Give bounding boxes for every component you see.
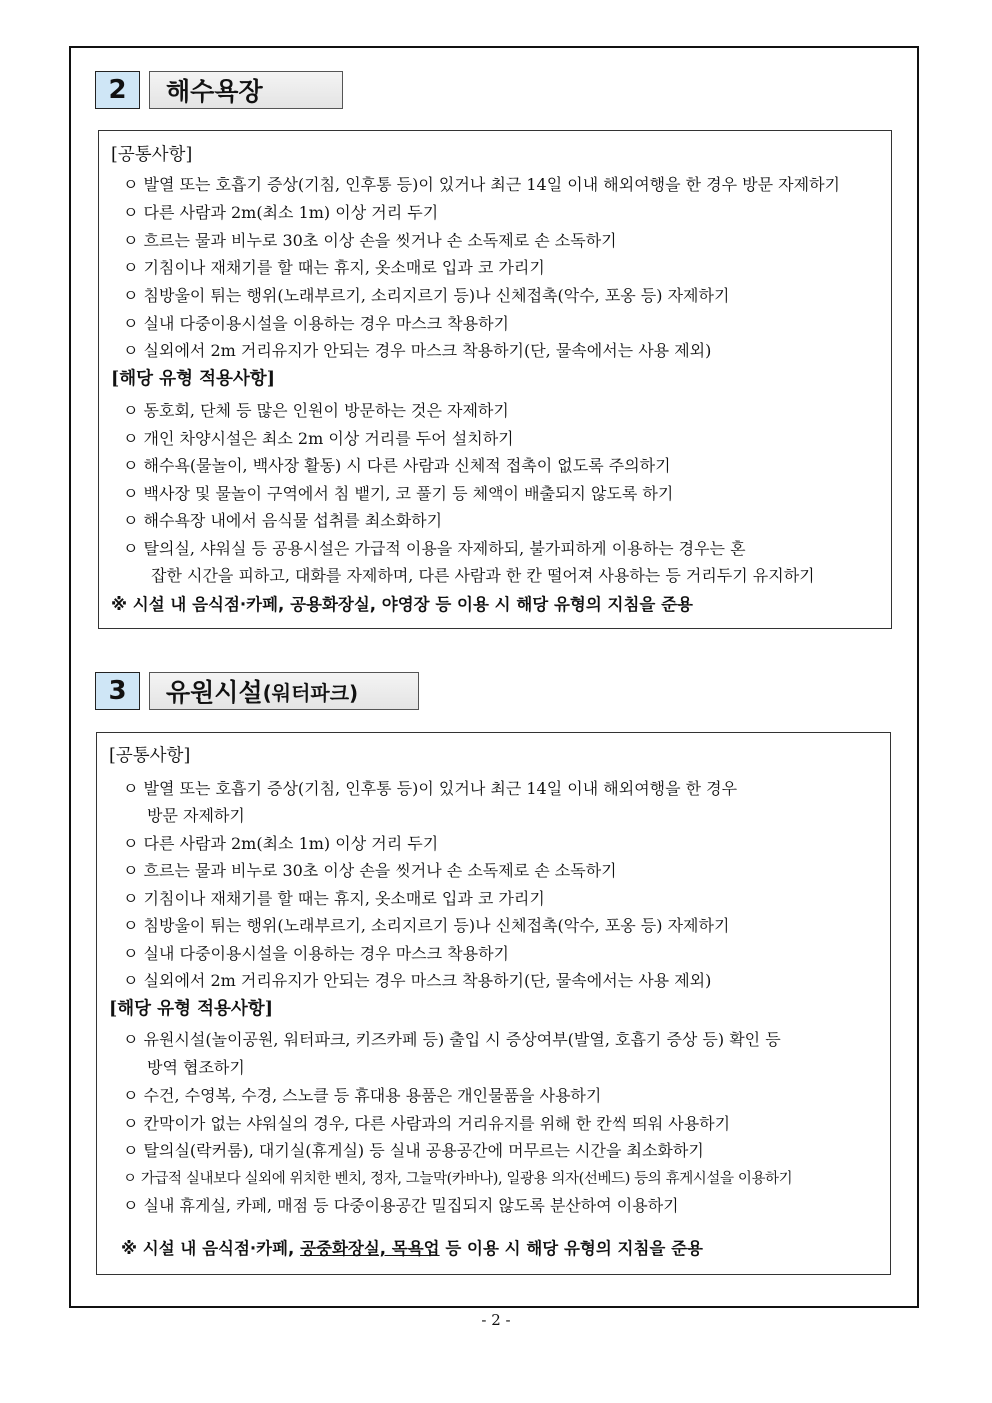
section-2-header (95, 71, 343, 113)
section-3-common-header: [공통사항] (109, 746, 191, 766)
list-item: ㅇ 칸막이가 없는 샤워실의 경우, 다른 사람과의 거리유지를 위해 한 칸씩 띄워 사용하기 (123, 1114, 731, 1133)
list-item: ㅇ 발열 또는 호흡기 증상(기침, 인후통 등)이 있거나 최근 14일 이내 해외여행을 한 경우 (123, 779, 738, 798)
list-item: ㅇ 침방울이 튀는 행위(노래부르기, 소리지르기 등)나 신체접촉(악수, 포옹 등) 자제하기 (123, 286, 730, 305)
list-item-continuation: 잡한 시간을 피하고, 대화를 자제하며, 다른 사람과 한 칸 떨어져 사용하는 등 거리두기 유지하기 (151, 566, 815, 585)
list-item: ㅇ 기침이나 재채기를 할 때는 휴지, 옷소매로 입과 코 가리기 (123, 258, 545, 277)
list-item: ㅇ 실외에서 2m 거리유지가 안되는 경우 마스크 착용하기(단, 물속에서는 사용 제외) (123, 341, 712, 360)
list-item: ㅇ 실내 다중이용시설을 이용하는 경우 마스크 착용하기 (123, 314, 510, 333)
list-item: ㅇ 탈의실(락커룸), 대기실(휴게실) 등 실내 공용공간에 머무르는 시간을 최소화하기 (123, 1141, 704, 1160)
section-2-specific-header: [해당 유형 적용사항] (111, 369, 275, 389)
list-item: ㅇ 실내 휴게실, 카페, 매점 등 다중이용공간 밀집되지 않도록 분산하여 이용하기 (123, 1196, 679, 1215)
list-item: ㅇ 다른 사람과 2m(최소 1m) 이상 거리 두기 (123, 203, 439, 222)
section-3-note-suffix: 등 이용 시 해당 유형의 지침을 준용 (439, 1239, 703, 1258)
list-item: ㅇ 해수욕장 내에서 음식물 섭취를 최소화하기 (123, 511, 443, 530)
section-3-number: 3 (95, 672, 140, 710)
section-3-note-underlined: 공중화장실, 목욕업 (300, 1239, 440, 1258)
list-item-continuation: 방문 자제하기 (147, 806, 245, 825)
list-item: ㅇ 실외에서 2m 거리유지가 안되는 경우 마스크 착용하기(단, 물속에서는 사용 제외) (123, 971, 712, 990)
section-3-box (96, 732, 891, 1275)
list-item: ㅇ 다른 사람과 2m(최소 1m) 이상 거리 두기 (123, 834, 439, 853)
list-item: ㅇ 수건, 수영복, 수경, 스노클 등 휴대용 용품은 개인물품을 사용하기 (123, 1086, 602, 1105)
section-2-note: ※ 시설 내 음식점·카페, 공용화장실, 야영장 등 이용 시 해당 유형의 지침을 준용 (111, 595, 693, 614)
list-item: ㅇ 가급적 실내보다 실외에 위치한 벤치, 정자, 그늘막(카바나), 일광용 의자(선베드) 등의 휴게시설을 이용하기 (123, 1171, 793, 1187)
list-item: ㅇ 실내 다중이용시설을 이용하는 경우 마스크 착용하기 (123, 944, 510, 963)
section-2-box (98, 130, 892, 629)
section-2-number: 2 (95, 71, 140, 109)
section-3-specific-header: [해당 유형 적용사항] (109, 999, 273, 1019)
list-item: ㅇ 탈의실, 샤워실 등 공용시설은 가급적 이용을 자제하되, 불가피하게 이용하는 경우는 혼 (123, 539, 746, 558)
section-3-title-main: 유원시설 (166, 678, 263, 707)
section-3-header (95, 672, 419, 714)
section-3-note-prefix: ※ 시설 내 음식점·카페, (121, 1239, 301, 1258)
list-item: ㅇ 침방울이 튀는 행위(노래부르기, 소리지르기 등)나 신체접촉(악수, 포옹 등) 자제하기 (123, 916, 730, 935)
list-item: ㅇ 동호회, 단체 등 많은 인원이 방문하는 것은 자제하기 (123, 401, 509, 420)
list-item: ㅇ 백사장 및 물놀이 구역에서 침 뱉기, 코 풀기 등 체액이 배출되지 않도록 하기 (123, 484, 674, 503)
section-2-common-header: [공통사항] (111, 145, 193, 165)
list-item: ㅇ 발열 또는 호흡기 증상(기침, 인후통 등)이 있거나 최근 14일 이내 해외여행을 한 경우 방문 자제하기 (123, 175, 841, 194)
section-3-note (121, 1239, 703, 1259)
list-item: ㅇ 흐르는 물과 비누로 30초 이상 손을 씻거나 손 소독제로 손 소독하기 (123, 861, 617, 880)
list-item: ㅇ 개인 차양시설은 최소 2m 이상 거리를 두어 설치하기 (123, 429, 514, 448)
section-2-title: 해수욕장 (149, 71, 343, 109)
list-item: ㅇ 해수욕(물놀이, 백사장 활동) 시 다른 사람과 신체적 접촉이 없도록 주의하기 (123, 456, 671, 475)
section-3-title (149, 672, 419, 710)
list-item-continuation: 방역 협조하기 (147, 1058, 245, 1077)
list-item: ㅇ 흐르는 물과 비누로 30초 이상 손을 씻거나 손 소독제로 손 소독하기 (123, 231, 617, 250)
page-number: - 2 - (481, 1311, 511, 1329)
section-3-title-paren: (워터파크) (262, 680, 359, 705)
list-item: ㅇ 기침이나 재채기를 할 때는 휴지, 옷소매로 입과 코 가리기 (123, 889, 545, 908)
list-item: ㅇ 유원시설(놀이공원, 워터파크, 키즈카페 등) 출입 시 증상여부(발열, 호흡기 증상 등) 확인 등 (123, 1030, 781, 1049)
